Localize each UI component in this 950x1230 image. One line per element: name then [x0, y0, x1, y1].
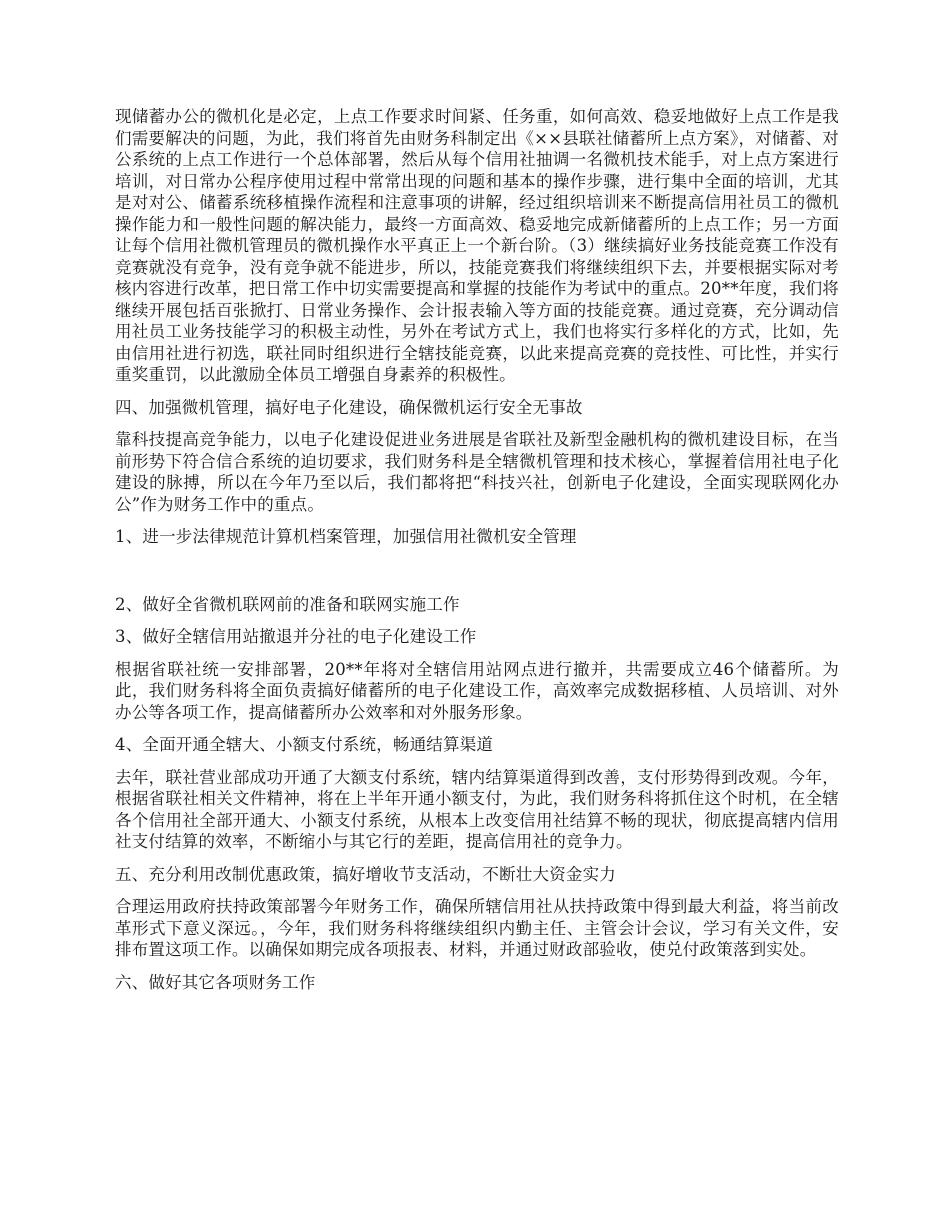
paragraph-gap — [115, 648, 839, 659]
paragraph-gap — [115, 756, 839, 767]
paragraph-payment-system: 去年，联社营业部成功开通了大额支付系统，辖内结算渠道得到改善，支付形势得到改观。今年，根据省联社相关文件精神，将在上半年开通小额支付，为此，我们财务科将抓住这个时机，在全辖各个信用社全部开通大、小额支付系统，从根本上改变信用社结算不畅的现状，彻底提高辖内信用社支付结算的效率，不断缩小与其它行的差距，提高信用社的竞争力。 — [115, 767, 839, 851]
paragraph-gap — [115, 615, 839, 626]
paragraph-electronic-construction: 靠科技提高竞争能力，以电子化建设促进业务进展是省联社及新型金融机构的微机建设目标，在当前形势下符合信合系统的迫切要求，我们财务科是全辖微机管理和技术核心，掌握着信用社电子化建设的脉搏，所以在今年乃至以后，我们都将把“科技兴社，创新电子化建设，全面实现联网化办公”作为财务工作中的重点。 — [115, 430, 839, 514]
item-3-branch-merge: 3、做好全辖信用站撤退并分社的电子化建设工作 — [115, 627, 477, 646]
paragraph-microcomputerization: 现储蓄办公的微机化是必定，上点工作要求时间紧、任务重，如何高效、稳妥地做好上点工作是我们需要解决的问题，为此，我们将首先由财务科制定出《××县联社储蓄所上点方案》，对储蓄、对公系统的上点工作进行一个总体部署，然后从每个信用社抽调一名微机技术能手，对上点方案进行培训，对日常办公程序使用过程中常常出现的问题和基本的操作步骤，进行集中全面的培训，尤其是对对公、储蓄系统移植操作流程和注意事项的讲解，经过组织培训来不断提高信用社员工的微机操作能力和一般性问题的解决能力，最终一方面高效、稳妥地完成新储蓄所的上点工作；另一方面让每个信用社微机管理员的微机操作水平真正上一个新台阶。（3）继续搞好业务技能竞赛工作没有竞赛就没有竞争，没有竞争就不能进步，所以，技能竞赛我们将继续组织下去，并要根据实际对考核内容进行改革，把日常工作中切实需要提高和掌握的技能作为考试中的重点。20**年度，我们将继续开展包括百张掀打、日常业务操作、会计报表输入等方面的技能竞赛。通过竞赛，充分调动信用社员工业务技能学习的积极主动性，另外在考试方式上，我们也将实行多样化的方式，比如，先由信用社进行初选，联社同时组织进行全辖技能竞赛，以此来提高竞赛的竞技性、可比性，并实行重奖重罚，以此激励全体员工增强自身素养的积极性。 — [115, 107, 839, 384]
paragraph-policy: 合理运用政府扶持政策部署今年财务工作，确保所辖信用社从扶持政策中得到最大利益，将当前改革形式下意义深远。，今年，我们财务科将继续组织内勤主任、主管会计会议，学习有关文件，安排布置这项工作。以确保如期完成各项报表、材料，并通过财政部验收，使兑付政策落到实处。 — [115, 897, 839, 959]
document-body — [115, 106, 839, 993]
heading-section-6: 六、做好其它各项财务工作 — [115, 972, 316, 992]
paragraph-savings-offices: 根据省联社统一安排部署，20**年将对全辖信用站网点进行撤并，共需要成立46个储蓄所。为此，我们财务科将全面负责搞好储蓄所的电子化建设工作，高效率完成数据移植、人员培训、对外办公等各项工作，提高储蓄所办公效率和对外服务形象。 — [115, 659, 839, 722]
heading-section-4: 四、加强微机管理，搞好电子化建设，确保微机运行安全无事故 — [115, 397, 583, 417]
paragraph-gap — [115, 418, 839, 429]
paragraph-gap — [115, 723, 839, 734]
item-2-networking: 2、做好全省微机联网前的准备和联网实施工作 — [115, 594, 460, 614]
item-4-payment-system: 4、全面开通全辖大、小额支付系统，畅通结算渠道 — [115, 735, 494, 754]
paragraph-gap-large — [115, 548, 839, 594]
item-1-archive-management: 1、进一步法律规范计算机档案管理，加强信用社微机安全管理 — [115, 527, 577, 546]
paragraph-gap — [115, 853, 839, 864]
paragraph-gap — [115, 386, 839, 397]
paragraph-gap — [115, 515, 839, 526]
paragraph-gap — [115, 961, 839, 972]
paragraph-gap — [115, 885, 839, 896]
heading-section-5: 五、充分利用改制优惠政策，搞好增收节支活动，不断壮大资金实力 — [115, 864, 616, 884]
